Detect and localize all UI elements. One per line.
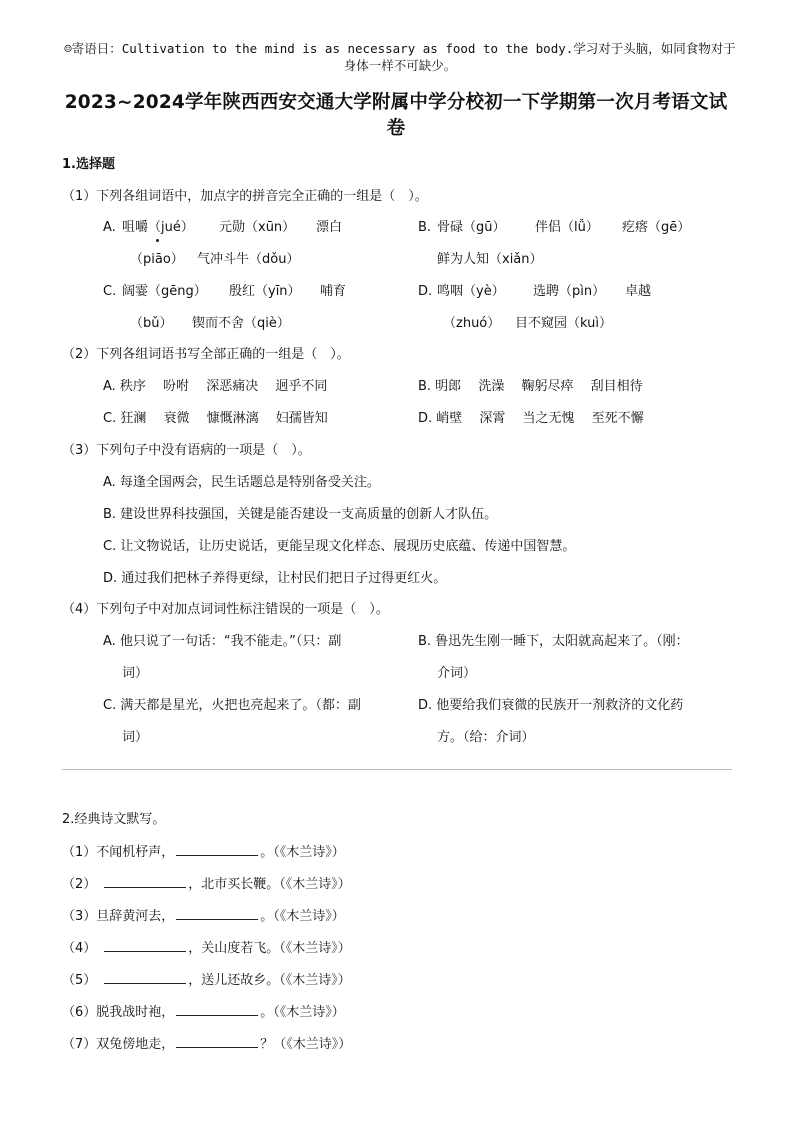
q1-option-a-word-2: 元勋（xūn） — [219, 220, 296, 235]
q1-option-b-word-3: 疙瘩（gē） — [622, 220, 691, 235]
title-line-2: 卷 — [386, 118, 406, 139]
q1-option-b-word-1: 骨碌（gū） — [437, 220, 506, 235]
section-1-heading: 1.选择题 — [62, 157, 115, 172]
item-number: （3） — [62, 909, 97, 924]
item-number: （6） — [62, 1005, 97, 1020]
q2-stem: （2）下列各组词语书写全部正确的一组是（ ）。 — [62, 347, 350, 362]
item-before: 旦辞黄河去， — [96, 909, 175, 924]
q4-option-a-line-1: A. 他只说了一句话：“我不能走。”（只：副 — [103, 634, 342, 649]
q3-option-a: A. 每逢全国两会，民生话题总是特别备受关注。 — [103, 475, 380, 490]
q1-option-d-word-4: （zhuó） — [443, 316, 501, 331]
q3-option-d: D. 通过我们把林子养得更绿，让村民们把日子过得更红火。 — [103, 571, 447, 586]
q3-option-b: B. 建设世界科技强国，关键是能否建设一支高质量的创新人才队伍。 — [103, 507, 498, 522]
answer-blank[interactable] — [176, 1035, 258, 1048]
recitation-item-3 — [62, 907, 345, 926]
q1-option-a-word-1: 咀嚼（jué） — [122, 220, 194, 235]
q2-option-b: B. 明郎 洗澡 鞠躬尽瘁 刮目相待 — [418, 379, 643, 394]
item-after: 。（《木兰诗》） — [260, 845, 345, 860]
answer-blank[interactable] — [104, 939, 186, 952]
q1-option-a-word-5: 气冲斗牛（dǒu） — [197, 252, 300, 267]
q4-option-d-line-2: 方。（给：介词） — [437, 730, 535, 745]
q1-option-b-word-2: 伴侣（lǚ） — [535, 220, 599, 235]
item-before: 双兔傍地走， — [96, 1037, 175, 1052]
q1-option-c-label: C. — [103, 284, 117, 299]
q4-option-c-line-2: 词） — [122, 730, 149, 745]
q4-option-d-line-1: D. 他要给我们衰微的民族开一剂救济的文化药 — [418, 698, 684, 713]
motto-english: ☺寄语日：Cultivation to the mind is as necessary as food to the body. — [64, 41, 574, 56]
q2-option-a: A. 秩序 吩咐 深恶痛决 迥乎不同 — [103, 379, 328, 394]
motto-chinese-1: 学习对于头脑，如同食物对于 — [573, 41, 736, 56]
item-after: 。（《木兰诗》） — [260, 1005, 345, 1020]
answer-blank[interactable] — [176, 1003, 258, 1016]
q1-option-d-word-5: 目不窥园（kuì） — [515, 316, 612, 331]
q1-option-a-word-4: （piāo） — [130, 252, 184, 267]
item-number: （4） — [62, 941, 97, 956]
item-number: （7） — [62, 1037, 97, 1052]
page-title — [40, 90, 752, 142]
answer-blank[interactable] — [176, 907, 258, 920]
item-number: （1） — [62, 845, 97, 860]
title-line-1: 2023~2024学年陕西西安交通大学附属中学分校初一下学期第一次月考语文试 — [64, 92, 728, 113]
q2-option-c: C. 狂澜 衰微 慷慨淋漓 妇孺皆知 — [103, 411, 328, 426]
q2-option-d: D. 峭壁 深霄 当之无愧 至死不懈 — [418, 411, 644, 426]
q4-stem: （4）下列句子中对加点词词性标注错误的一项是（ ）。 — [62, 602, 389, 617]
answer-blank[interactable] — [104, 971, 186, 984]
motto — [40, 40, 760, 74]
q1-option-d-word-1: 鸣咽（yè） — [437, 284, 505, 299]
item-after: ，送儿还故乡。（《木兰诗》） — [188, 973, 351, 988]
answer-blank[interactable] — [104, 875, 186, 888]
item-number: （2） — [62, 877, 97, 892]
item-before: 不闻机杼声， — [96, 845, 175, 860]
recitation-item-5 — [62, 971, 351, 990]
q1-option-c-word-1: 阔霎（gēng） — [122, 284, 207, 299]
recitation-item-6 — [62, 1003, 345, 1022]
q4-option-b-line-1: B. 鲁迅先生刚一睡下，太阳就高起来了。（刚： — [418, 634, 689, 649]
recitation-item-7 — [62, 1035, 351, 1054]
q1-stem: （1）下列各组词语中，加点字的拼音完全正确的一组是（ ）。 — [62, 189, 428, 204]
item-after: 。（《木兰诗》） — [260, 909, 345, 924]
q1-option-c-word-2: 殷红（yīn） — [229, 284, 301, 299]
recitation-item-1 — [62, 843, 345, 862]
q1-option-d-label: D. — [418, 284, 433, 299]
q1-option-d-word-3: 卓越 — [625, 284, 652, 299]
section-2-heading: 2.经典诗文默写。 — [62, 812, 166, 827]
motto-chinese-2: 身体一样不可缺少。 — [343, 58, 457, 73]
q1-option-d-word-2: 选聘（pìn） — [533, 284, 606, 299]
q3-stem: （3）下列句子中没有语病的一项是（ ）。 — [62, 443, 311, 458]
q3-option-c: C. 让文物说话，让历史说话，更能呈现文化样态、展现历史底蕴、传递中国智慧。 — [103, 539, 576, 554]
item-after: ？（《木兰诗》） — [260, 1037, 352, 1052]
q4-option-a-line-2: 词） — [122, 666, 149, 681]
answer-blank[interactable] — [176, 843, 258, 856]
item-after: ，北市买长鞭。（《木兰诗》） — [188, 877, 351, 892]
q1-option-b-word-4: 鲜为人知（xiǎn） — [437, 252, 543, 267]
item-before: 脱我战时袍， — [96, 1005, 175, 1020]
q4-option-c-line-1: C. 满天都是星光，火把也亮起来了。（都：副 — [103, 698, 361, 713]
q1-option-b-label: B. — [418, 220, 432, 235]
item-after: ，关山度若飞。（《木兰诗》） — [188, 941, 351, 956]
q1-option-c-word-3: 哺育 — [320, 284, 347, 299]
q1-option-a-label: A. — [103, 220, 116, 235]
section-divider — [62, 769, 732, 770]
recitation-item-2 — [62, 875, 351, 894]
q4-option-b-line-2: 介词） — [437, 666, 477, 681]
q1-option-a-word-3: 漂白 — [316, 220, 343, 235]
q1-option-c-word-4: （bǔ） — [130, 316, 173, 331]
q1-option-c-word-5: 锲而不舍（qiè） — [192, 316, 290, 331]
recitation-item-4 — [62, 939, 351, 958]
item-number: （5） — [62, 973, 97, 988]
